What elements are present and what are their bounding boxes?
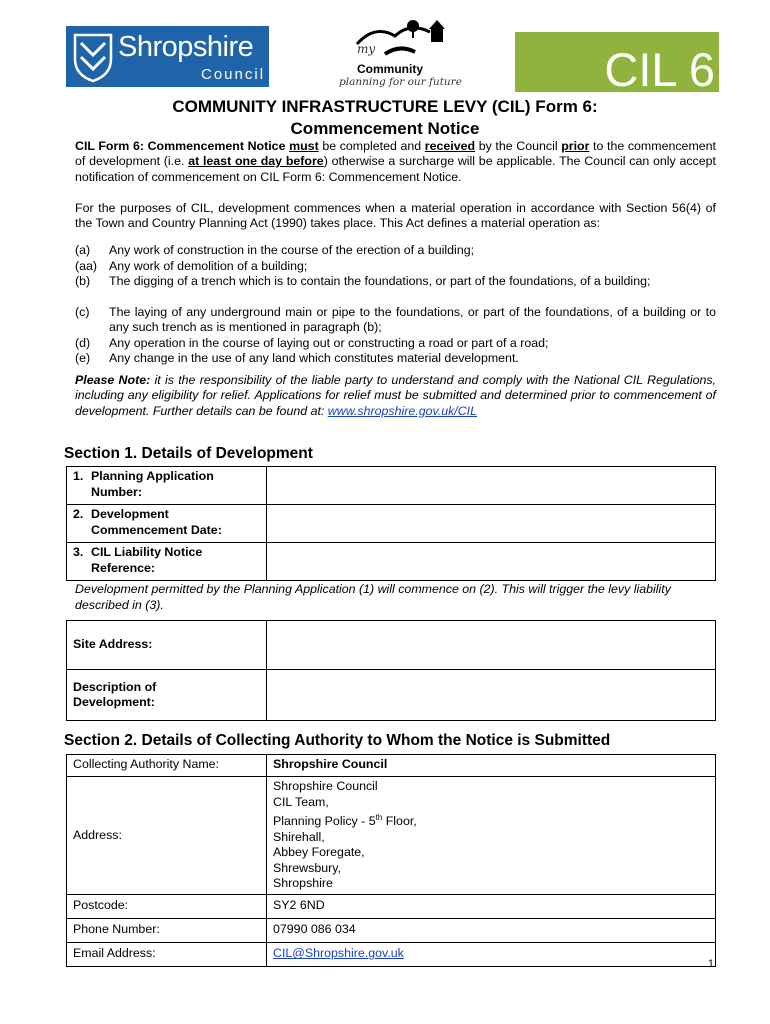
row-number: 3. xyxy=(73,545,84,559)
logo-council-text: Council xyxy=(201,66,266,83)
operation-item-aa xyxy=(75,259,109,274)
operation-item-c xyxy=(75,305,109,320)
phone-label: Phone Number: xyxy=(67,918,267,942)
site-address-field[interactable] xyxy=(267,621,716,670)
shropshire-council-logo xyxy=(66,26,269,87)
intro-text: by the Council xyxy=(475,139,562,153)
received-text: received xyxy=(424,139,476,153)
table-row xyxy=(67,670,716,721)
logo-my-text: my xyxy=(357,42,376,56)
intro-text: be completed and xyxy=(318,139,425,153)
address-line: Abbey Foregate, xyxy=(273,845,365,860)
page-number: 1 xyxy=(707,958,714,970)
cil-badge-text: CIL 6 xyxy=(604,43,715,96)
operation-key: (c) xyxy=(75,305,90,319)
operation-text: The digging of a trench which is to contain the foundations, or part of the foundations, of a building; xyxy=(109,274,651,288)
liability-notice-label xyxy=(67,543,267,581)
must-text: must xyxy=(289,139,319,153)
table-row xyxy=(67,543,716,581)
phone-value: 07990 086 034 xyxy=(267,918,716,942)
please-note-paragraph xyxy=(75,373,716,419)
development-details-table xyxy=(66,466,716,581)
commencement-date-label xyxy=(67,505,267,543)
address-value xyxy=(267,777,716,895)
operation-key: (aa) xyxy=(75,259,98,273)
address-label: Address: xyxy=(67,777,267,895)
operation-text: Any work of demolition of a building; xyxy=(109,259,308,273)
form-title-line1: COMMUNITY INFRASTRUCTURE LEVY (CIL) Form 6: xyxy=(172,97,598,116)
commencement-statement: Development permitted by the Planning Application (1) will commence on (2). This will trigger the levy liability described in (3). xyxy=(75,582,671,612)
table-row xyxy=(67,918,716,942)
authority-name-value: Shropshire Council xyxy=(267,755,716,777)
operation-key: (a) xyxy=(75,243,91,257)
operation-text: Any operation in the course of laying out or constructing a road or part of a road; xyxy=(109,336,549,350)
commencement-date-field[interactable] xyxy=(267,505,716,543)
row-number: 1. xyxy=(73,469,84,483)
intro-text: ) otherwise a surcharge will be applicable. The Council can only accept notification of commencement on CIL Form 6: Commencement Notice. xyxy=(75,154,716,184)
intro-lead: CIL Form 6: Commencement Notice xyxy=(75,139,286,153)
site-details-table xyxy=(66,620,716,721)
table-row xyxy=(67,505,716,543)
site-address-label: Site Address: xyxy=(67,621,267,670)
table-row xyxy=(67,942,716,966)
table-row xyxy=(67,467,716,505)
collecting-authority-table xyxy=(66,754,716,967)
address-line: Shrewsbury, xyxy=(273,860,341,875)
operation-key: (d) xyxy=(75,336,91,350)
description-label xyxy=(67,670,267,721)
table-row xyxy=(67,777,716,895)
planning-application-number-field[interactable] xyxy=(267,467,716,505)
address-policy-text: Planning Policy - 5 xyxy=(273,814,376,829)
row-label: Planning Application xyxy=(91,469,214,483)
row-label: Commencement Date: xyxy=(91,522,222,537)
cil-website-link[interactable]: www.shropshire.gov.uk/CIL xyxy=(327,403,478,418)
my-community-logo xyxy=(335,14,465,94)
description-label-line: Description of xyxy=(73,679,157,694)
cil-form-badge xyxy=(515,32,719,96)
address-line xyxy=(273,810,709,830)
address-line: Shropshire Council xyxy=(273,779,378,793)
logo-shropshire-text: Shropshire xyxy=(118,31,254,63)
shropshire-crest-icon xyxy=(71,31,115,83)
address-sup: th xyxy=(375,813,383,822)
description-label-line: Development: xyxy=(73,695,155,709)
table-row xyxy=(67,621,716,670)
operation-item-b xyxy=(75,274,109,289)
operation-key: (b) xyxy=(75,274,91,288)
note-text: it is the responsibility of the liable party to understand and comply with the National CIL Regulations, including any eligibility for relief. Applications for relief must be submitted and determined prior to commencement of development. Further details can be found at: xyxy=(75,373,716,418)
operation-key: (e) xyxy=(75,351,91,365)
liability-notice-reference-field[interactable] xyxy=(267,543,716,581)
intro-text: to the commencement of development (i.e. xyxy=(75,139,716,169)
email-link[interactable]: CIL@Shropshire.gov.uk xyxy=(273,946,404,961)
row-number: 2. xyxy=(73,507,84,521)
authority-name-label: Collecting Authority Name: xyxy=(67,755,267,777)
table-row xyxy=(67,894,716,918)
operation-text: The laying of any underground main or pipe to the foundations, or part of the foundations, of a building or to any such trench as is mentioned in paragraph (b); xyxy=(109,305,716,335)
address-line: CIL Team, xyxy=(273,794,329,809)
operation-text: Any work of construction in the course of the erection of a building; xyxy=(109,243,475,257)
logo-tagline: planning for our future xyxy=(339,76,462,88)
prior-text: prior xyxy=(561,139,590,153)
operation-item-a xyxy=(75,243,109,258)
postcode-label: Postcode: xyxy=(67,894,267,918)
row-label: Reference: xyxy=(91,560,156,575)
section2-heading: Section 2. Details of Collecting Authority to Whom the Notice is Submitted xyxy=(64,732,611,749)
row-label: CIL Liability Notice xyxy=(91,545,203,559)
postcode-value: SY2 6ND xyxy=(267,894,716,918)
note-label: Please Note: xyxy=(75,373,151,387)
row-label: Development xyxy=(91,507,169,521)
operation-item-e xyxy=(75,351,109,366)
purposes-paragraph: For the purposes of CIL, development commences when a material operation in accordance with Section 56(4) of the Town and Country Planning Act (1990) takes place. This Act defines a material operation as: xyxy=(75,201,716,231)
planning-application-label xyxy=(67,467,267,505)
address-line: Shirehall, xyxy=(273,829,325,844)
address-policy-end: Floor, xyxy=(382,814,417,829)
description-field[interactable] xyxy=(267,670,716,721)
email-value xyxy=(267,942,716,966)
table-row xyxy=(67,755,716,777)
at-least-text: at least one day before xyxy=(188,154,324,169)
logo-community-text: Community xyxy=(357,62,423,76)
operation-item-d xyxy=(75,336,109,351)
form-title-line2: Commencement Notice xyxy=(290,119,480,138)
row-label: Number: xyxy=(91,484,142,499)
operation-text: Any change in the use of any land which constitutes material development. xyxy=(109,351,519,365)
address-line: Shropshire xyxy=(273,876,333,891)
email-label: Email Address: xyxy=(67,942,267,966)
section1-heading: Section 1. Details of Development xyxy=(64,445,313,462)
intro-paragraph xyxy=(75,139,716,185)
